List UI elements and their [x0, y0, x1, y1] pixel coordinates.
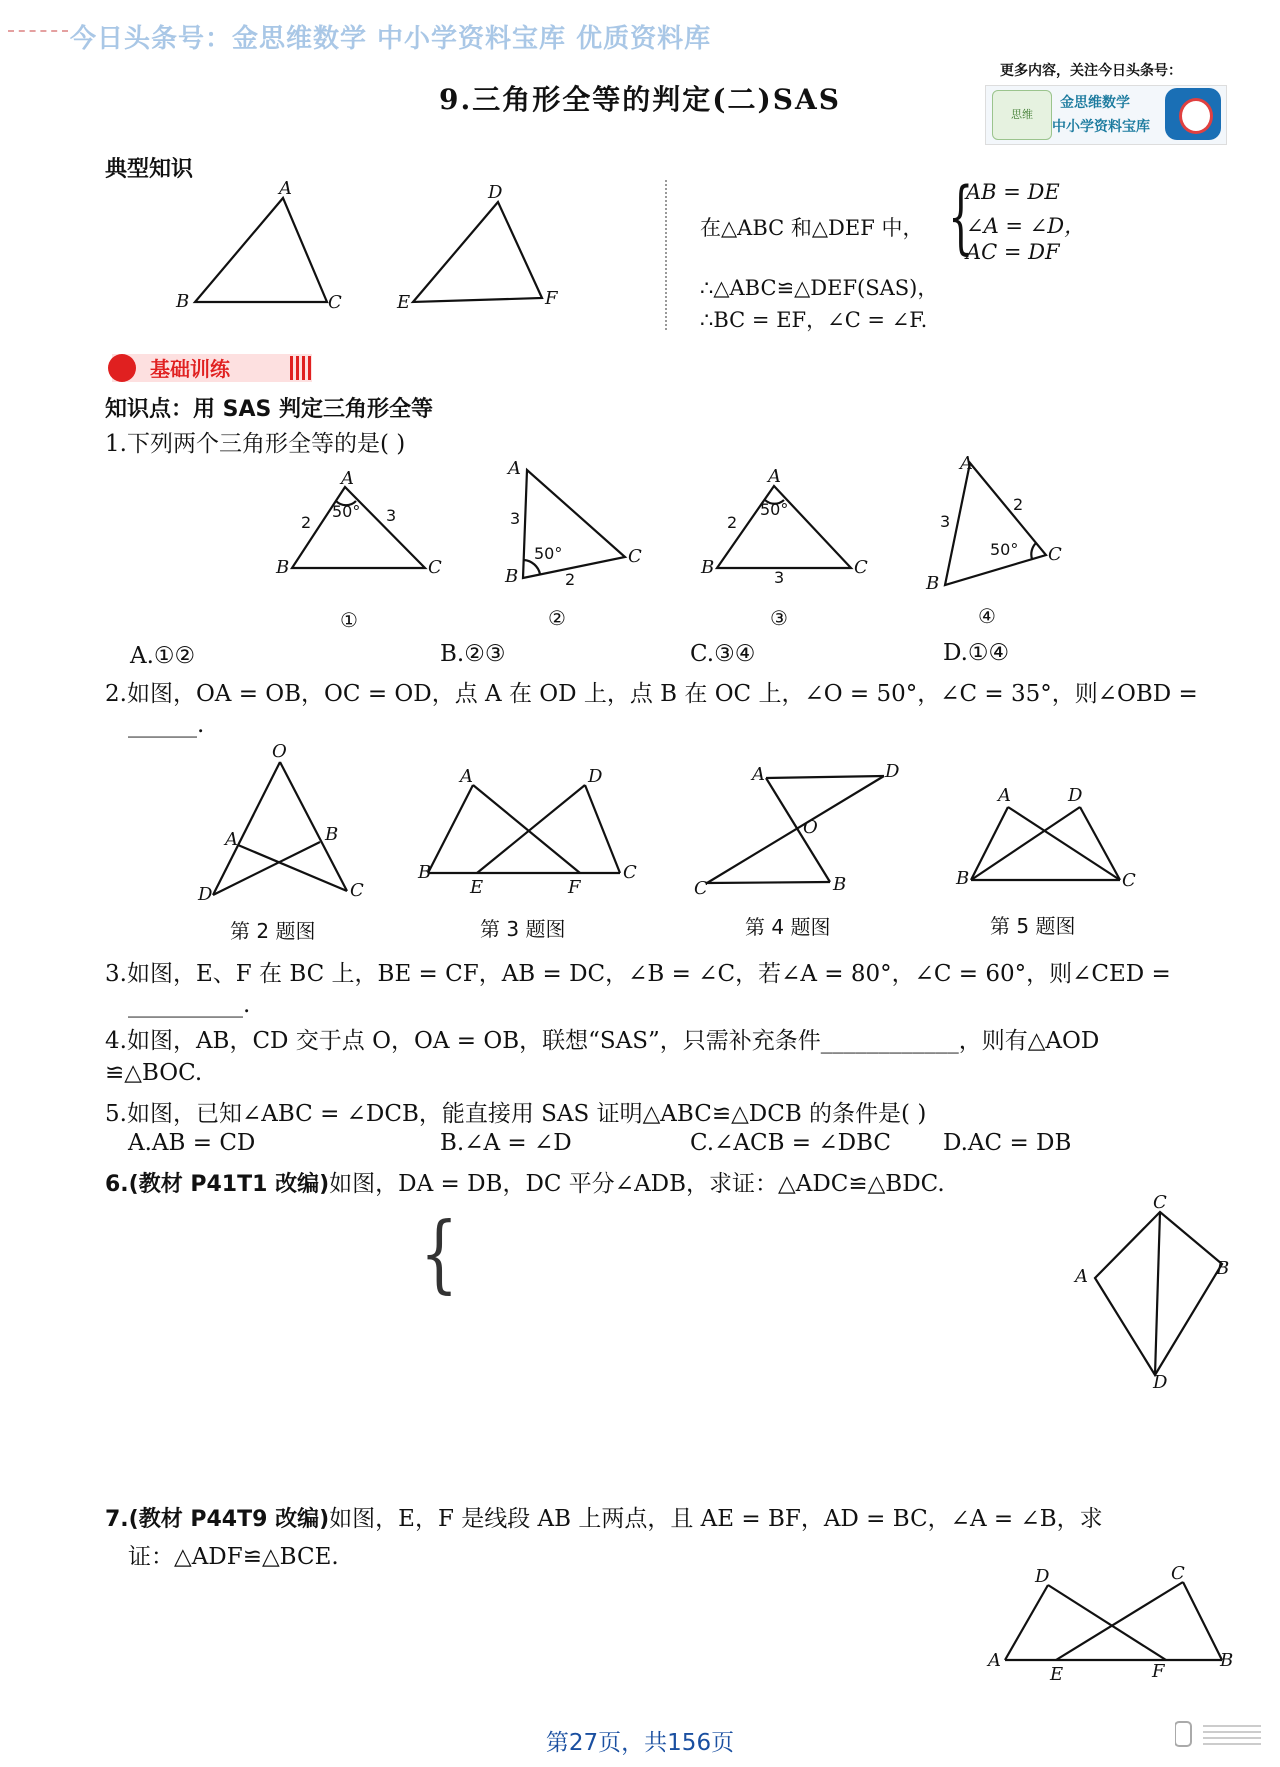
q1-option-c: C.③④ — [690, 641, 756, 667]
q1-option-b: B.②③ — [440, 641, 506, 667]
svg-text:E: E — [397, 292, 411, 313]
watermark-banner: 今日头条号：金思维数学 中小学资料宝库 优质资料库 — [70, 24, 712, 54]
q1-fig4-label: ④ — [978, 604, 996, 628]
q7-line2: 证：△ADF≌△BCE. — [128, 1544, 339, 1570]
svg-text:E: E — [1050, 1664, 1064, 1685]
typical-conclusion2: ∴BC = EF，∠C = ∠F. — [700, 308, 928, 332]
figure-q6 — [1095, 1212, 1222, 1375]
svg-text:C: C — [694, 878, 708, 899]
svg-text:B: B — [1216, 1258, 1230, 1279]
q1-fig1-label: ① — [340, 608, 358, 632]
svg-text:C: C — [623, 862, 637, 883]
q2-blank: ______. — [128, 712, 205, 738]
svg-text:A: A — [341, 468, 354, 489]
typical-cond3: AC = DF — [966, 240, 1060, 264]
typical-triangle-def — [413, 202, 542, 302]
figure-q2 — [213, 762, 347, 895]
svg-text:50°: 50° — [760, 500, 789, 519]
typical-cond2: ∠A = ∠D， — [966, 214, 1086, 238]
svg-text:C: C — [854, 557, 868, 578]
svg-text:50°: 50° — [332, 502, 361, 521]
q1-triangle-3 — [717, 486, 851, 568]
svg-text:C: C — [1153, 1192, 1167, 1213]
q6-text — [105, 1165, 945, 1198]
svg-text:3: 3 — [510, 509, 521, 528]
svg-text:A: A — [225, 829, 238, 850]
q5-option-d: D.AC = DB — [943, 1130, 1072, 1156]
caption-fig5: 第 5 题图 — [990, 914, 1076, 938]
svg-text:C: C — [1122, 870, 1136, 891]
svg-text:D: D — [198, 884, 213, 905]
typical-heading: 典型知识 — [105, 157, 194, 182]
svg-text:D: D — [488, 182, 503, 203]
page-title: 9.三角形全等的判定(二)SAS — [439, 83, 841, 116]
figure-q7 — [1005, 1582, 1222, 1660]
brand-logo: 思维 — [992, 90, 1052, 140]
q1-fig2-label: ② — [548, 606, 566, 630]
svg-text:A: A — [508, 458, 521, 479]
caption-fig3: 第 3 题图 — [480, 917, 566, 941]
q7-source: 7.(教材 P44T9 改编) — [105, 1507, 330, 1532]
svg-text:C: C — [1048, 544, 1062, 565]
q5-stem: 5.如图，已知∠ABC = ∠DCB，能直接用 SAS 证明△ABC≌△DCB 的条件是( ) — [105, 1101, 927, 1127]
q3-blank: __________. — [128, 992, 251, 1018]
svg-text:2: 2 — [727, 513, 738, 532]
svg-text:2: 2 — [565, 570, 576, 589]
svg-text:F: F — [545, 288, 558, 309]
svg-text:A: A — [752, 764, 765, 785]
caption-fig4: 第 4 题图 — [745, 915, 831, 939]
q6-stem: 如图，DA = DB，DC 平分∠ADB，求证：△ADC≌△BDC. — [329, 1171, 945, 1197]
svg-text:F: F — [568, 877, 581, 898]
q1-stem: 1.下列两个三角形全等的是( ) — [105, 431, 406, 457]
svg-text:A: A — [1075, 1266, 1088, 1287]
svg-text:B: B — [833, 874, 847, 895]
q5-option-a: A.AB = CD — [128, 1130, 256, 1156]
svg-text:F: F — [1152, 1661, 1165, 1682]
svg-text:D: D — [1068, 785, 1083, 806]
q1-fig3-label: ③ — [770, 606, 788, 630]
page-info: 第27页，共156页 — [545, 1730, 735, 1756]
q7-line1: 如图，E，F 是线段 AB 上两点，且 AE = BF，AD = BC，∠A = ∠B，求 — [329, 1506, 1103, 1532]
figure-q4 — [707, 776, 884, 883]
caption-fig2: 第 2 题图 — [230, 919, 316, 943]
svg-text:O: O — [803, 817, 818, 838]
svg-text:3: 3 — [940, 512, 951, 531]
svg-text:E: E — [470, 877, 484, 898]
svg-text:D: D — [588, 766, 603, 787]
svg-text:C: C — [350, 880, 364, 901]
svg-text:B: B — [1220, 1650, 1234, 1671]
menu-icon — [1175, 1720, 1265, 1750]
q1-triangle-2 — [523, 470, 625, 578]
q1-option-a: A.①② — [130, 643, 196, 669]
q1-triangle-4 — [945, 463, 1046, 585]
q7-line1-wrap — [105, 1500, 1103, 1533]
svg-text:B: B — [276, 557, 290, 578]
q4-line1: 4.如图，AB，CD 交于点 O，OA = OB，联想“SAS”，只需补充条件____________，则有△AOD — [105, 1028, 1100, 1054]
q2-stem: 2.如图，OA = OB，OC = OD，点 A 在 OD 上，点 B 在 OC 上，∠O = 50°，∠C = 35°，则∠OBD = — [105, 681, 1198, 707]
q4-line2: ≌△BOC. — [105, 1060, 203, 1086]
svg-text:O: O — [272, 741, 287, 762]
svg-text:D: D — [1035, 1566, 1050, 1587]
figure-q3 — [428, 785, 620, 873]
divider — [665, 180, 667, 330]
section-badge: 基础训练 — [150, 357, 230, 381]
svg-text:C: C — [1171, 1563, 1185, 1584]
svg-text:D: D — [885, 761, 900, 782]
typical-cond1: AB = DE — [966, 180, 1060, 204]
brace-icon: { — [948, 172, 974, 264]
svg-text:2: 2 — [1013, 495, 1024, 514]
q5-option-b: B.∠A = ∠D — [440, 1130, 572, 1156]
svg-text:A: A — [960, 453, 973, 474]
svg-text:A: A — [768, 466, 781, 487]
svg-text:A: A — [998, 785, 1011, 806]
mascot-logo — [1165, 88, 1221, 140]
svg-text:B: B — [701, 557, 715, 578]
svg-text:50°: 50° — [534, 544, 563, 563]
typical-triangle-abc — [195, 198, 327, 302]
svg-text:B: B — [176, 291, 190, 312]
svg-text:B: B — [418, 862, 432, 883]
svg-text:2: 2 — [301, 513, 312, 532]
svg-text:C: C — [628, 546, 642, 567]
typical-conclusion1: ∴△ABC≌△DEF(SAS)， — [700, 276, 939, 300]
promo-line2: 中小学资料宝库 — [1052, 119, 1150, 135]
q1-triangle-1 — [292, 487, 425, 568]
q6-source: 6.(教材 P41T1 改编) — [105, 1172, 330, 1197]
svg-text:B: B — [505, 566, 519, 587]
svg-text:3: 3 — [386, 506, 397, 525]
banner-dash — [8, 30, 68, 32]
q5-option-c: C.∠ACB = ∠DBC — [690, 1130, 892, 1156]
svg-text:B: B — [325, 824, 339, 845]
svg-text:50°: 50° — [990, 540, 1019, 559]
typical-intro: 在△ABC 和△DEF 中， — [700, 216, 924, 240]
svg-text:A: A — [279, 178, 292, 199]
promo-heading: 更多内容，关注今日头条号： — [1000, 63, 1182, 79]
q3-stem: 3.如图，E、F 在 BC 上，BE = CF，AB = DC，∠B = ∠C，若∠A = 80°，∠C = 60°，则∠CED = — [105, 961, 1171, 987]
q1-option-d: D.①④ — [943, 640, 1010, 666]
svg-text:A: A — [460, 766, 473, 787]
brace-mark: { — [420, 1205, 459, 1303]
svg-text:A: A — [988, 1650, 1001, 1671]
svg-text:B: B — [926, 573, 940, 594]
figure-q5 — [971, 807, 1120, 880]
knowledge-point: 知识点：用 SAS 判定三角形全等 — [105, 397, 434, 422]
svg-text:D: D — [1153, 1372, 1168, 1393]
svg-text:B: B — [956, 868, 970, 889]
svg-text:3: 3 — [774, 568, 785, 587]
svg-text:C: C — [328, 292, 342, 313]
promo-line1: 金思维数学 — [1060, 95, 1130, 111]
svg-text:C: C — [428, 557, 442, 578]
